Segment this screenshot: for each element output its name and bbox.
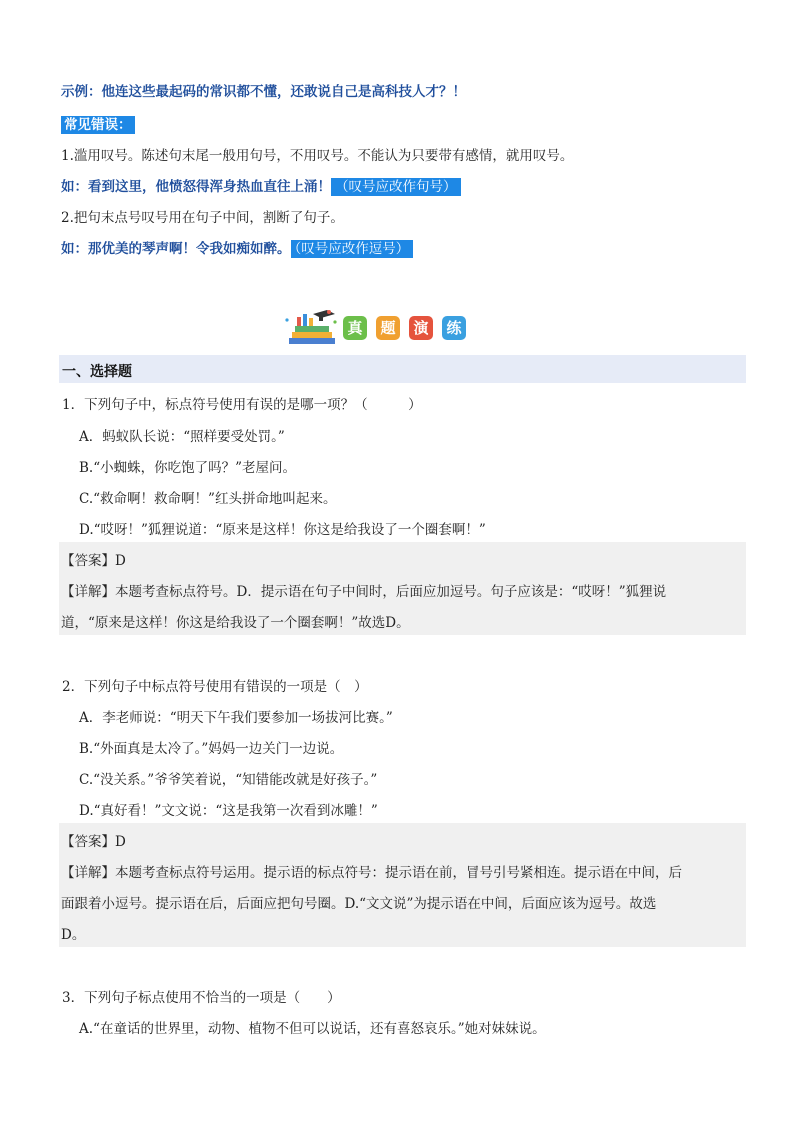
q2-answer: 【答案】D — [61, 834, 126, 850]
error1-example-line — [61, 175, 461, 195]
error1-note: （叹号应改作句号） — [331, 178, 461, 196]
q2-answer-box — [59, 823, 746, 947]
error2-example-line — [61, 237, 413, 257]
common-errors-label — [61, 113, 135, 133]
q3-stem: 3．下列句子标点使用不恰当的一项是（ ） — [62, 990, 341, 1006]
section-header-bar — [59, 355, 746, 383]
error2-note: （叹号应改作逗号） — [291, 240, 414, 258]
q3-option-a: A.“在童话的世界里，动物、植物不但可以说话，还有喜怒哀乐。”她对妹妹说。 — [79, 1021, 546, 1037]
q1-stem: 1．下列句子中，标点符号使用有误的是哪一项？（ ） — [62, 397, 422, 413]
banner-char-1: 真 — [343, 316, 367, 340]
q2-detail-line2: 面跟着小逗号。提示语在后，后面应把句号圈。D.“文文说”为提示语在中间，后面应该为逗号。故选 — [61, 896, 657, 912]
q1-detail-line1: 【详解】本题考查标点符号。D．提示语在句子中间时，后面应加逗号。句子应该是：“哎呀！”狐狸说 — [61, 584, 667, 600]
common-errors-highlight: 常见错误： — [61, 116, 135, 134]
practice-banner — [283, 308, 483, 348]
q1-answer: 【答案】D — [61, 553, 126, 569]
q2-option-a: A．李老师说：“明天下午我们要参加一场拔河比赛。” — [79, 710, 393, 726]
banner-char-4: 练 — [442, 316, 466, 340]
q2-detail-line3: D。 — [61, 927, 86, 943]
error1-text: 1.滥用叹号。陈述句末尾一般用句号，不用叹号。不能认为只要带有感情，就用叹号。 — [61, 148, 574, 164]
banner-char-2: 题 — [376, 316, 400, 340]
q2-detail-line1: 【详解】本题考查标点符号运用。提示语的标点符号：提示语在前，冒号引号紧相连。提示语在中间，后 — [61, 865, 682, 881]
banner-char-3: 演 — [409, 316, 433, 340]
error1-example: 如：看到这里，他愤怒得浑身热血直往上涌！ — [61, 179, 331, 195]
q1-option-c: C.“救命啊！救命啊！”红头拼命地叫起来。 — [79, 491, 337, 507]
q2-option-b: B.“外面真是太冷了。”妈妈一边关门一边说。 — [79, 741, 344, 757]
section-title: 一、选择题 — [62, 364, 132, 380]
q1-option-a: A．蚂蚁队长说：“照样要受处罚。” — [79, 429, 285, 445]
q1-detail-line2: 道，“原来是这样！你这是给我设了一个圈套啊！”故选D。 — [61, 615, 410, 631]
q1-option-b: B.“小蜘蛛，你吃饱了吗？”老屋问。 — [79, 460, 297, 476]
q2-option-d: D.“真好看！”文文说：“这是我第一次看到冰雕！” — [79, 803, 378, 819]
error2-text: 2.把句末点号叹号用在句子中间，割断了句子。 — [61, 210, 344, 226]
q2-option-c: C.“没关系。”爷爷笑着说，“知错能改就是好孩子。” — [79, 772, 378, 788]
example-line: 示例：他连这些最起码的常识都不懂，还敢说自己是高科技人才？！ — [61, 84, 466, 100]
q2-stem: 2．下列句子中标点符号使用有错误的一项是（ ） — [62, 679, 368, 695]
q1-option-d: D.“哎呀！”狐狸说道：“原来是这样！你这是给我设了一个圈套啊！” — [79, 522, 486, 538]
error2-example: 如：那优美的琴声啊！令我如痴如醉。 — [61, 241, 291, 257]
books-icon — [283, 308, 339, 348]
